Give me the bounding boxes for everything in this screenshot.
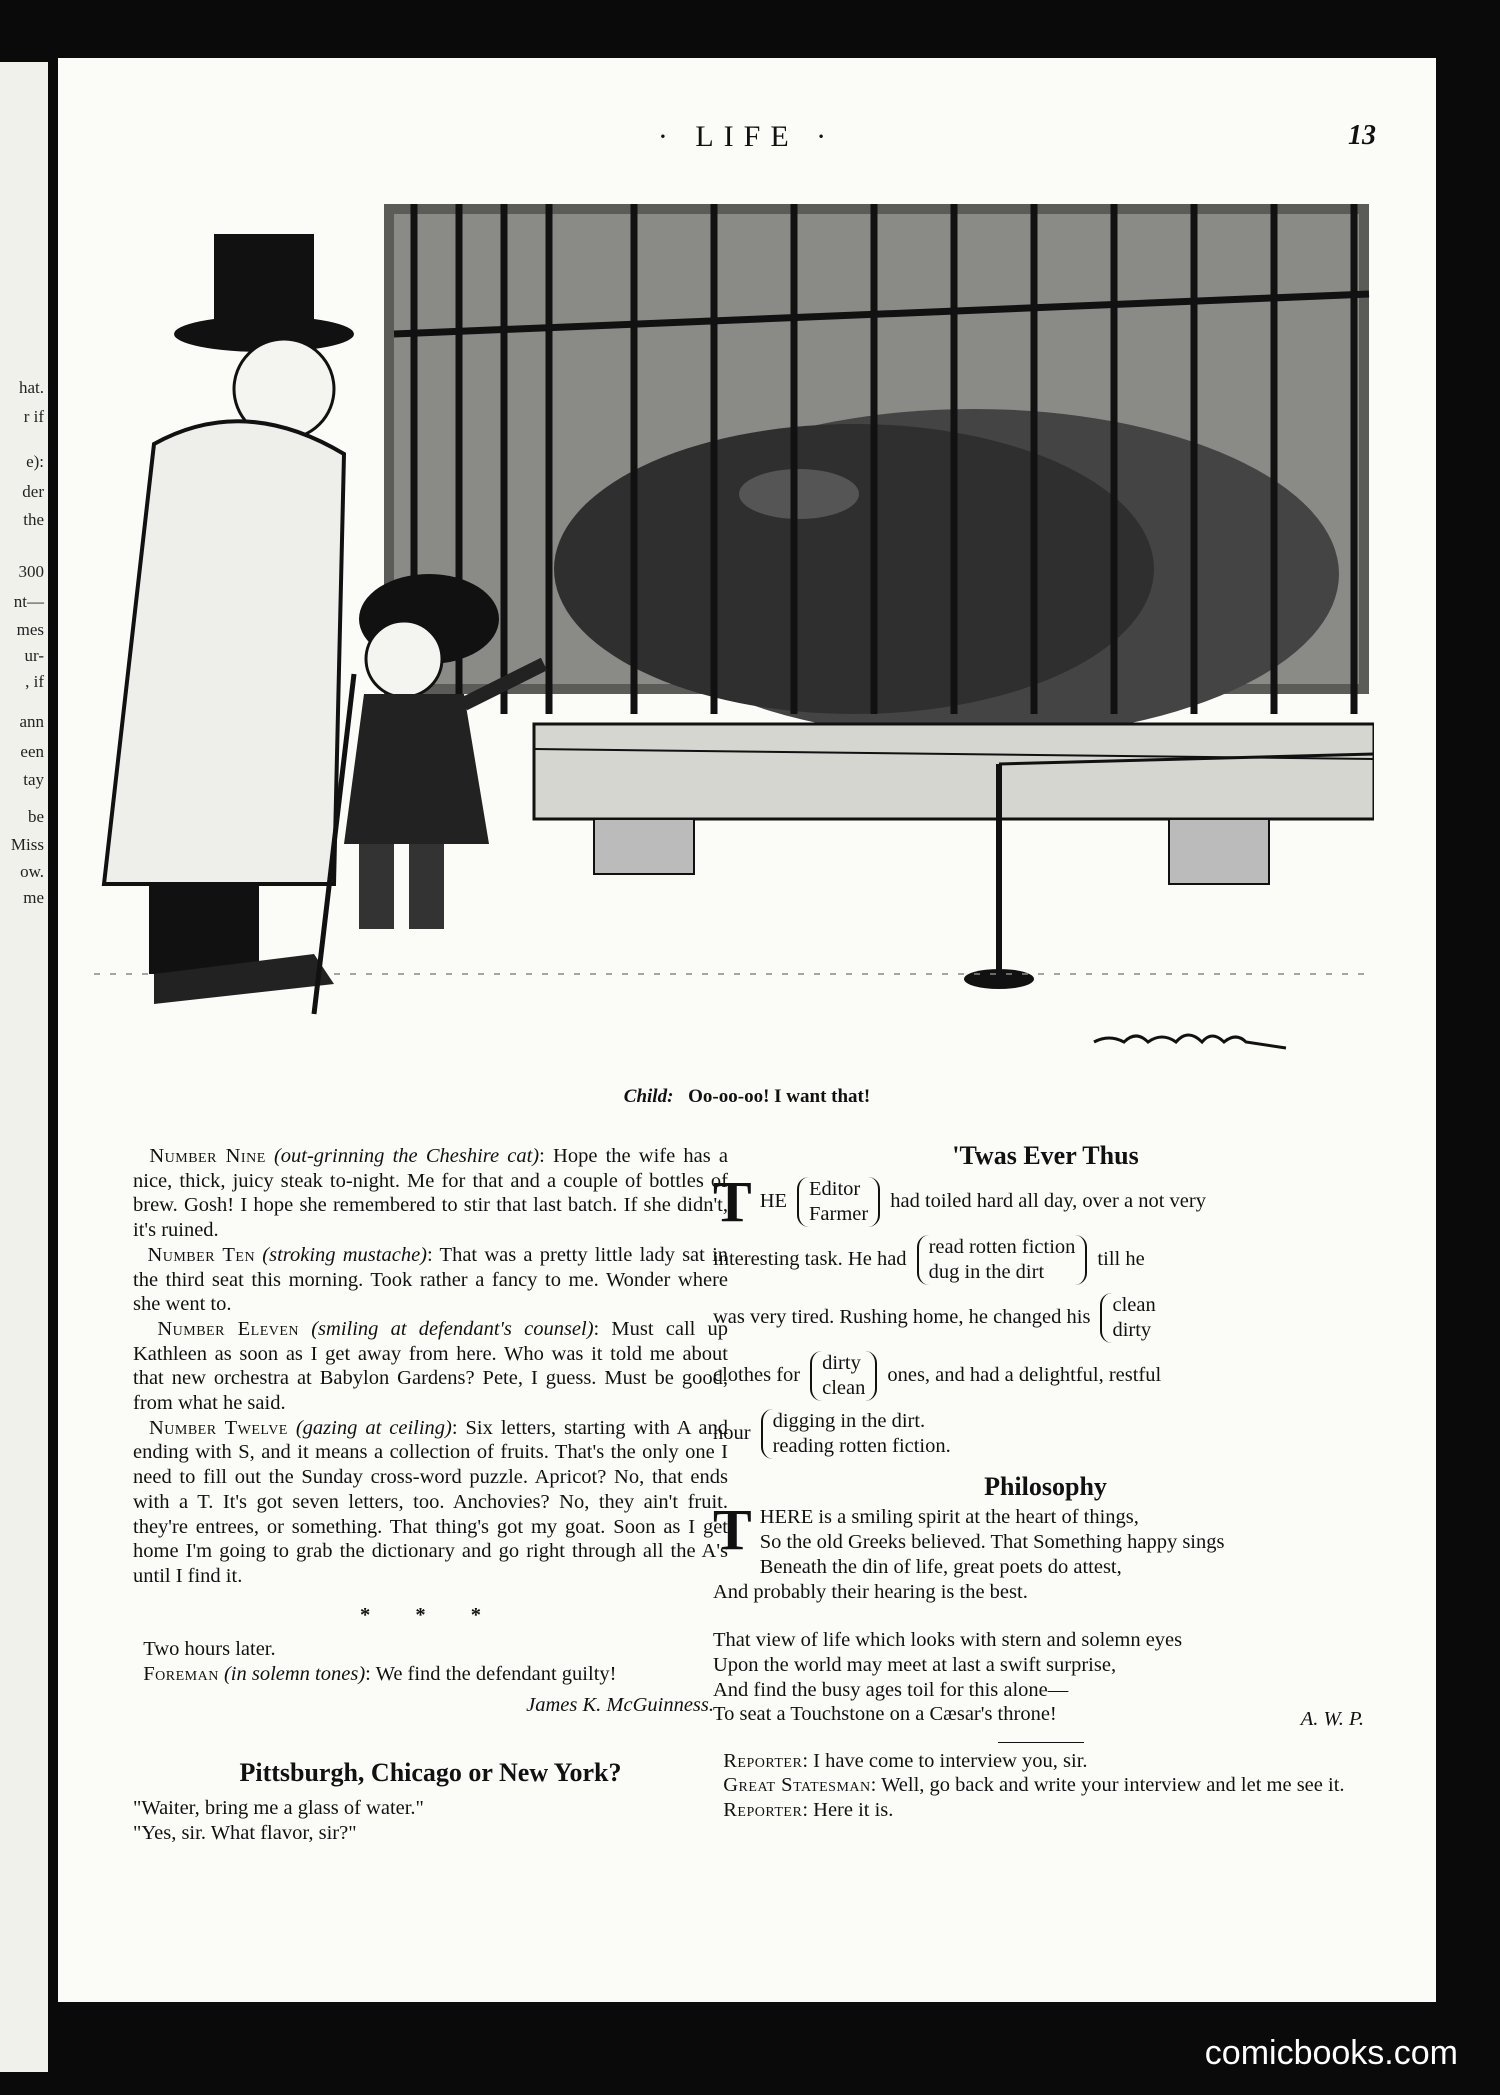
previous-page-text-fragment: e):: [26, 452, 44, 471]
page-number: 13: [1348, 120, 1376, 151]
jury-signature: James K. McGuinness.: [526, 1693, 714, 1716]
previous-page-text-fragment: ann: [19, 712, 44, 731]
caption-speaker: Child:: [623, 1086, 674, 1107]
caption-text: Oo-oo-oo! I want that!: [688, 1086, 871, 1107]
twas-line-3: was very tired. Rushing home, he changed his clean dirty: [713, 1293, 1378, 1343]
previous-page-text-fragment: 300: [18, 562, 44, 581]
foreman-paragraph: Foreman (in solemn tones): We find the defendant guilty!: [143, 1663, 617, 1686]
previous-page-text-fragment: ur-: [24, 646, 44, 665]
brace-fiction-dirt: read rotten fiction dug in the dirt: [917, 1235, 1088, 1285]
previous-page-text-fragment: me: [23, 888, 44, 907]
previous-page-edge: [0, 62, 48, 2072]
juror-nine-paragraph: Number Nine (out-grinning the Cheshire cat): Hope the wife has a nice, thick, juicy steak to-night. Me for that and a couple of bottles of brew. Gosh! I hope she remembered to stir that last batch. If she didn't, it's ruined.: [133, 1145, 729, 1242]
magazine-page: [58, 58, 1436, 2002]
magazine-title: · LIFE ·: [657, 120, 837, 153]
previous-page-text-fragment: , if: [25, 672, 44, 691]
poem-line: That view of life which looks with stern and solemn eyes: [713, 1629, 1183, 1652]
previous-page-text-fragment: the: [23, 510, 44, 529]
pittsburgh-line-1: "Waiter, bring me a glass of water.": [133, 1797, 424, 1820]
brace-digging-reading: digging in the dirt. reading rotten fiction.: [761, 1409, 961, 1459]
juror-twelve-paragraph: Number Twelve (gazing at ceiling): Six letters, starting with A and ending with S, and it means a collection of fruits. That's the only one I need to fill out the Sunday cross-word puzzle. Apricot? No, that ends with a T. It's got seven letters, too. Anchovies? No, they ain't fruit. they're entrees, or something. That thing's got my goat. Soon as I get home I'm going to grab the dictionary and go right through all the A's until I find it.: [133, 1416, 729, 1587]
reporter-line-1: Reporter: I have come to interview you, sir.: [723, 1749, 1088, 1772]
brace-clean-dirty: clean dirty: [1100, 1293, 1165, 1343]
previous-page-text-fragment: Miss: [10, 835, 44, 854]
right-column: [713, 1141, 1378, 1823]
page-header: [58, 120, 1436, 160]
section-break-stars: * * *: [360, 1603, 501, 1626]
juror-ten-paragraph: Number Ten (stroking mustache): That was a pretty little lady sat in the third seat this morning. Took rather a fancy to me. Wonder where she went to.: [133, 1243, 729, 1316]
pittsburgh-line-2: "Yes, sir. What flavor, sir?": [133, 1821, 357, 1844]
twas-line-1: T HE Editor Farmer had toiled hard all day, over a not very: [713, 1168, 1206, 1234]
previous-page-text-fragment: een: [20, 742, 44, 761]
watermark: comicbooks.com: [1193, 2030, 1470, 2077]
left-column: [133, 1144, 728, 1846]
poem-line: To seat a Touchstone on a Cæsar's throne!: [713, 1703, 1057, 1726]
poem-line: HERE is a smiling spirit at the heart of things,: [759, 1506, 1139, 1529]
reporter-line-2: Reporter: Here it is.: [723, 1799, 894, 1822]
philosophy-dropcap: T: [713, 1497, 752, 1563]
twas-line-2: interesting task. He had read rotten fiction dug in the dirt till he: [713, 1235, 1145, 1283]
previous-page-text-fragment: ow.: [20, 862, 44, 881]
poem-line: Beneath the din of life, great poets do attest,: [759, 1555, 1122, 1578]
poem-line: Upon the world may meet at last a swift surprise,: [713, 1653, 1117, 1676]
philosophy-title: Philosophy: [984, 1471, 1107, 1501]
juror-eleven-paragraph: Number Eleven (smiling at defendant's counsel): Must call up Kathleen as soon as I get away from here. Who was it told me about that new orchestra at Babylon Gardens? Pete, I guess. Must be good, from what he said.: [133, 1317, 729, 1415]
cartoon-caption: [58, 1086, 1436, 1108]
pittsburgh-title: Pittsburgh, Chicago or New York?: [239, 1758, 622, 1788]
previous-page-text-fragment: nt—: [13, 592, 44, 611]
brace-editor-farmer: Editor Farmer: [797, 1177, 880, 1227]
philosophy-poem: [713, 1497, 1378, 1742]
previous-page-text-fragment: r if: [23, 407, 44, 426]
philosophy-signature: A. W. P.: [1300, 1708, 1364, 1731]
later-line: Two hours later.: [143, 1638, 276, 1661]
twas-line-4: clothes for dirty clean ones, and had a delightful, restful: [713, 1351, 1162, 1399]
statesman-line: Great Statesman: Well, go back and write your interview and let me see it.: [723, 1774, 1345, 1797]
previous-page-text-fragment: hat.: [18, 378, 44, 397]
poem-line: So the old Greeks believed. That Something happy sings: [759, 1531, 1225, 1554]
twas-ever-thus-title: 'Twas Ever Thus: [952, 1141, 1139, 1170]
divider-rule: [998, 1742, 1084, 1743]
hippo-cartoon-illustration: [94, 194, 1374, 1094]
poem-line: And probably their hearing is the best.: [713, 1580, 1028, 1603]
previous-page-text-fragment: mes: [16, 620, 44, 639]
twas-line-5: hour digging in the dirt. reading rotten fiction.: [713, 1409, 1378, 1459]
brace-dirty-clean: dirty clean: [810, 1351, 877, 1401]
poem-line: And find the busy ages toil for this alone—: [713, 1678, 1069, 1701]
previous-page-text-fragment: be: [27, 807, 44, 826]
twas-dropcap: T: [713, 1168, 752, 1234]
previous-page-text-fragment: tay: [23, 770, 44, 789]
artist-signature: [1094, 1035, 1286, 1048]
previous-page-text-fragment: der: [22, 482, 44, 501]
